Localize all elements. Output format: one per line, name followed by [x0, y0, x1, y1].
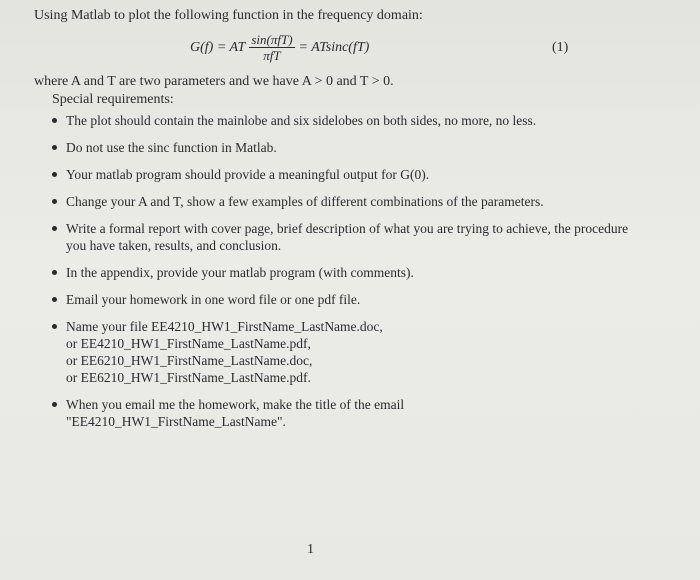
- bullet: [52, 297, 57, 302]
- list-item: [38, 139, 638, 156]
- file-name-line: or EE6210_HW1_FirstName_LastName.doc,: [66, 353, 313, 368]
- equation-lhs: G(f) = AT: [190, 39, 246, 55]
- equation-fraction: [249, 32, 294, 63]
- intro-text: Using Matlab to plot the following function in the frequency domain:: [34, 8, 423, 23]
- list-item: [38, 396, 638, 430]
- bullet: [52, 226, 57, 231]
- file-name-line: or EE4210_HW1_FirstName_LastName.pdf,: [66, 336, 311, 351]
- page-number: 1: [307, 542, 314, 557]
- list-item: [38, 193, 638, 210]
- list-item: [38, 318, 638, 386]
- requirement-text: The plot should contain the mainlobe and six sidelobes on both sides, no more, no less.: [66, 113, 537, 128]
- bullet: [52, 324, 57, 329]
- requirement-text: Name your file EE4210_HW1_FirstName_LastName.doc,: [66, 319, 383, 334]
- requirements-list: [38, 112, 638, 430]
- fraction-denominator: πfT: [263, 48, 281, 63]
- bullet: [52, 270, 57, 275]
- bullet: [52, 118, 57, 123]
- equation: [190, 32, 369, 63]
- requirement-text: In the appendix, provide your matlab program (with comments).: [66, 265, 414, 280]
- bullet: [52, 172, 57, 177]
- requirement-text: Your matlab program should provide a meaningful output for G(0).: [66, 167, 430, 182]
- requirement-text: Do not use the sinc function in Matlab.: [66, 140, 277, 155]
- special-requirements-heading: Special requirements:: [52, 92, 174, 107]
- requirement-text: When you email me the homework, make the title of the email: [66, 397, 405, 412]
- file-name-line: or EE6210_HW1_FirstName_LastName.pdf.: [66, 370, 311, 385]
- equation-number: (1): [552, 40, 569, 55]
- email-title-line: "EE4210_HW1_FirstName_LastName".: [66, 414, 286, 429]
- list-item: [38, 220, 638, 254]
- list-item: [38, 112, 638, 129]
- bullet: [52, 402, 57, 407]
- fraction-numerator: sin(πfT): [251, 32, 293, 47]
- list-item: [38, 166, 638, 183]
- bullet: [52, 145, 57, 150]
- list-item: [38, 291, 638, 308]
- bullet: [52, 199, 57, 204]
- equation-row: [0, 28, 700, 72]
- list-item: [38, 264, 638, 281]
- equation-rhs: = ATsinc(fT): [298, 39, 370, 55]
- requirement-text: Write a formal report with cover page, brief description of what you are trying to achieve, the procedure you have taken, results, and conclusion.: [66, 221, 629, 253]
- requirement-text: Email your homework in one word file or one pdf file.: [66, 292, 361, 307]
- requirement-text: Change your A and T, show a few examples of different combinations of the parameters.: [66, 194, 544, 209]
- where-text: where A and T are two parameters and we have A > 0 and T > 0.: [34, 74, 394, 89]
